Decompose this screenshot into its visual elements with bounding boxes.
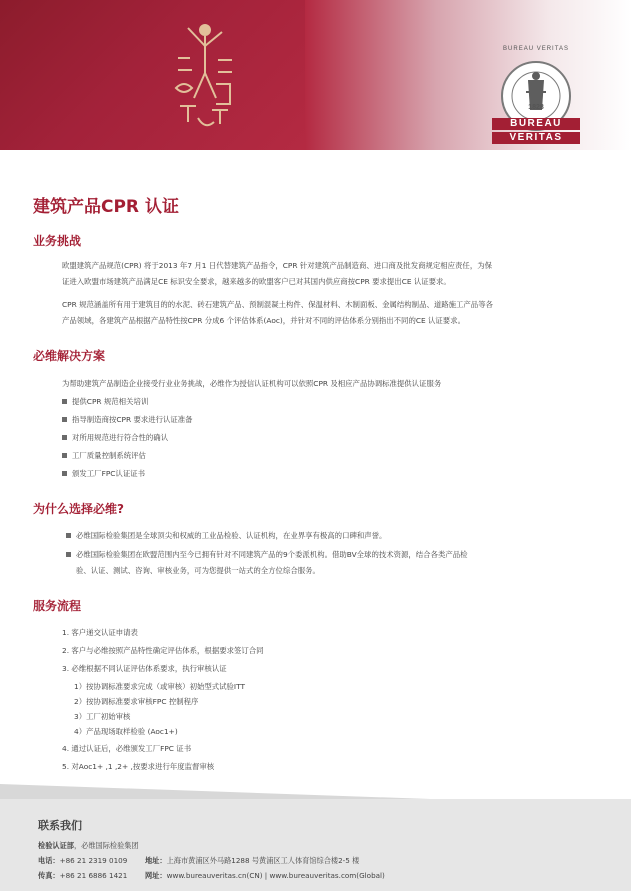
heading-process: 服务流程 [33, 599, 82, 613]
solution-item [62, 396, 148, 407]
solution-item [62, 414, 193, 425]
bullet-square-icon [62, 471, 67, 476]
brand-year: 1828 [528, 104, 544, 111]
challenge-p2-line1: CPR 规范涵盖所有用于建筑目的的水泥、砖石建筑产品、预制混凝土构件、保温材料、木制面板、金属结构制品、道路施工产品等各 [62, 300, 493, 309]
brand-bar-veritas: VERITAS [492, 132, 580, 144]
solution-item [62, 450, 146, 461]
heading-challenge: 业务挑战 [33, 234, 82, 248]
web-value[interactable]: www.bureauveritas.cn(CN) | www.bureauveritas.com(Global) [166, 871, 385, 880]
brand-bar-bureau: BUREAU [492, 118, 580, 130]
solution-item [62, 432, 168, 443]
why-bullet-2 [66, 549, 468, 560]
bullet-square-icon [62, 399, 67, 404]
addr-value: 上海市黄浦区外马路1288 号黄浦区工人体育馆综合楼2-5 楼 [166, 856, 360, 865]
bullet-square-icon [66, 552, 71, 557]
process-substep: 3）工厂初始审核 [74, 712, 131, 721]
page-title: 建筑产品CPR 认证 [33, 197, 179, 217]
solution-intro: 为帮助建筑产品制造企业接受行业业务挑战，必维作为授信认证机构可以依照CPR 及相应产品协调标准提供认证服务 [62, 379, 442, 388]
footer-fax [38, 871, 127, 881]
footer-address [145, 856, 359, 866]
solution-item-text: 对所用规范进行符合性的确认 [72, 433, 169, 442]
figure-emblem-icon [170, 18, 240, 136]
footer-dept [38, 841, 139, 851]
process-substep: 4）产品现场取样检验 (Aoc1+) [74, 727, 178, 736]
solution-item-text: 指导制造商按CPR 要求进行认证准备 [72, 415, 193, 424]
tel-label: 电话： [38, 856, 60, 865]
heading-solution: 必维解决方案 [33, 349, 106, 363]
bullet-square-icon [62, 453, 67, 458]
process-step-1: 1. 客户递交认证申请表 [62, 628, 138, 637]
brand-wordmark [492, 118, 580, 146]
solution-item [62, 468, 145, 479]
dept-value: ，必维国际检验集团 [73, 841, 139, 850]
why-bullet-1 [66, 530, 386, 541]
bullet-square-icon [66, 533, 71, 538]
challenge-p1-line2: 证进入欧盟市场建筑产品满足CE 标识安全要求，越来越多的欧盟客户已对其国内供应商按CPR 要求提出CE 认证要求。 [62, 277, 451, 286]
bullet-square-icon [62, 435, 67, 440]
solution-item-text: 颁发工厂FPC认证证书 [72, 469, 145, 478]
why-bullet-2-cont: 验、认证、测试、咨询、审核业务，可为您提供一站式的全方位综合服务。 [76, 566, 320, 575]
footer-tel [38, 856, 127, 866]
process-step-3: 3. 必维根据不同认证评估体系要求，执行审核认证 [62, 664, 227, 673]
footer-title: 联系我们 [38, 819, 82, 832]
bullet-square-icon [62, 417, 67, 422]
heading-why: 为什么选择必维? [33, 502, 124, 516]
header-red-band [0, 0, 305, 150]
fax-value: +86 21 6886 1421 [59, 871, 128, 880]
fax-label: 传真： [38, 871, 60, 880]
solution-item-text: 工厂质量控制系统评估 [72, 451, 146, 460]
process-step-2: 2. 客户与必维按照产品特性确定评估体系，根据要求签订合同 [62, 646, 264, 655]
tel-value: +86 21 2319 0109 [59, 856, 128, 865]
why-bullet-2-text: 必维国际检验集团在欧盟范围内至今已拥有针对不同建筑产品的9个委派机构。借助BV全球的技术资源，结合各类产品检 [76, 550, 468, 559]
brand-top-label: BUREAU VERITAS [503, 46, 569, 52]
process-step-4: 4. 通过认证后，必维颁发工厂FPC 证书 [62, 744, 192, 753]
process-step-5: 5. 对Aoc1+ ,1 ,2+ ,按要求进行年度监督审核 [62, 762, 215, 771]
footer-website[interactable] [145, 871, 385, 881]
addr-label: 地址： [145, 856, 167, 865]
dept-label: 检验认证部 [38, 841, 74, 850]
header-banner [0, 0, 631, 162]
challenge-p1-line1: 欧盟建筑产品规范(CPR) 将于2013 年7 月1 日代替建筑产品指令，CPR 针对建筑产品制造商、进口商及批发商规定相应责任，为保 [62, 261, 492, 270]
challenge-p2-line2: 产品领域，各建筑产品根据产品特性按CPR 分成6 个评估体系(Aoc)，并针对不同的评估体系分别指出不同的CE 认证要求。 [62, 316, 465, 325]
solution-item-text: 提供CPR 规范相关培训 [72, 397, 149, 406]
process-substep: 2）按协调标准要求审核FPC 控制程序 [74, 697, 199, 706]
why-bullet-1-text: 必维国际检验集团是全球顶尖和权威的工业品检验、认证机构，在业界享有极高的口碑和声誉。 [76, 531, 387, 540]
process-substep: 1）按协调标准要求完成（或审核）初始型式试验ITT [74, 682, 245, 691]
header-gradient [305, 0, 631, 150]
web-label: 网址： [145, 871, 167, 880]
